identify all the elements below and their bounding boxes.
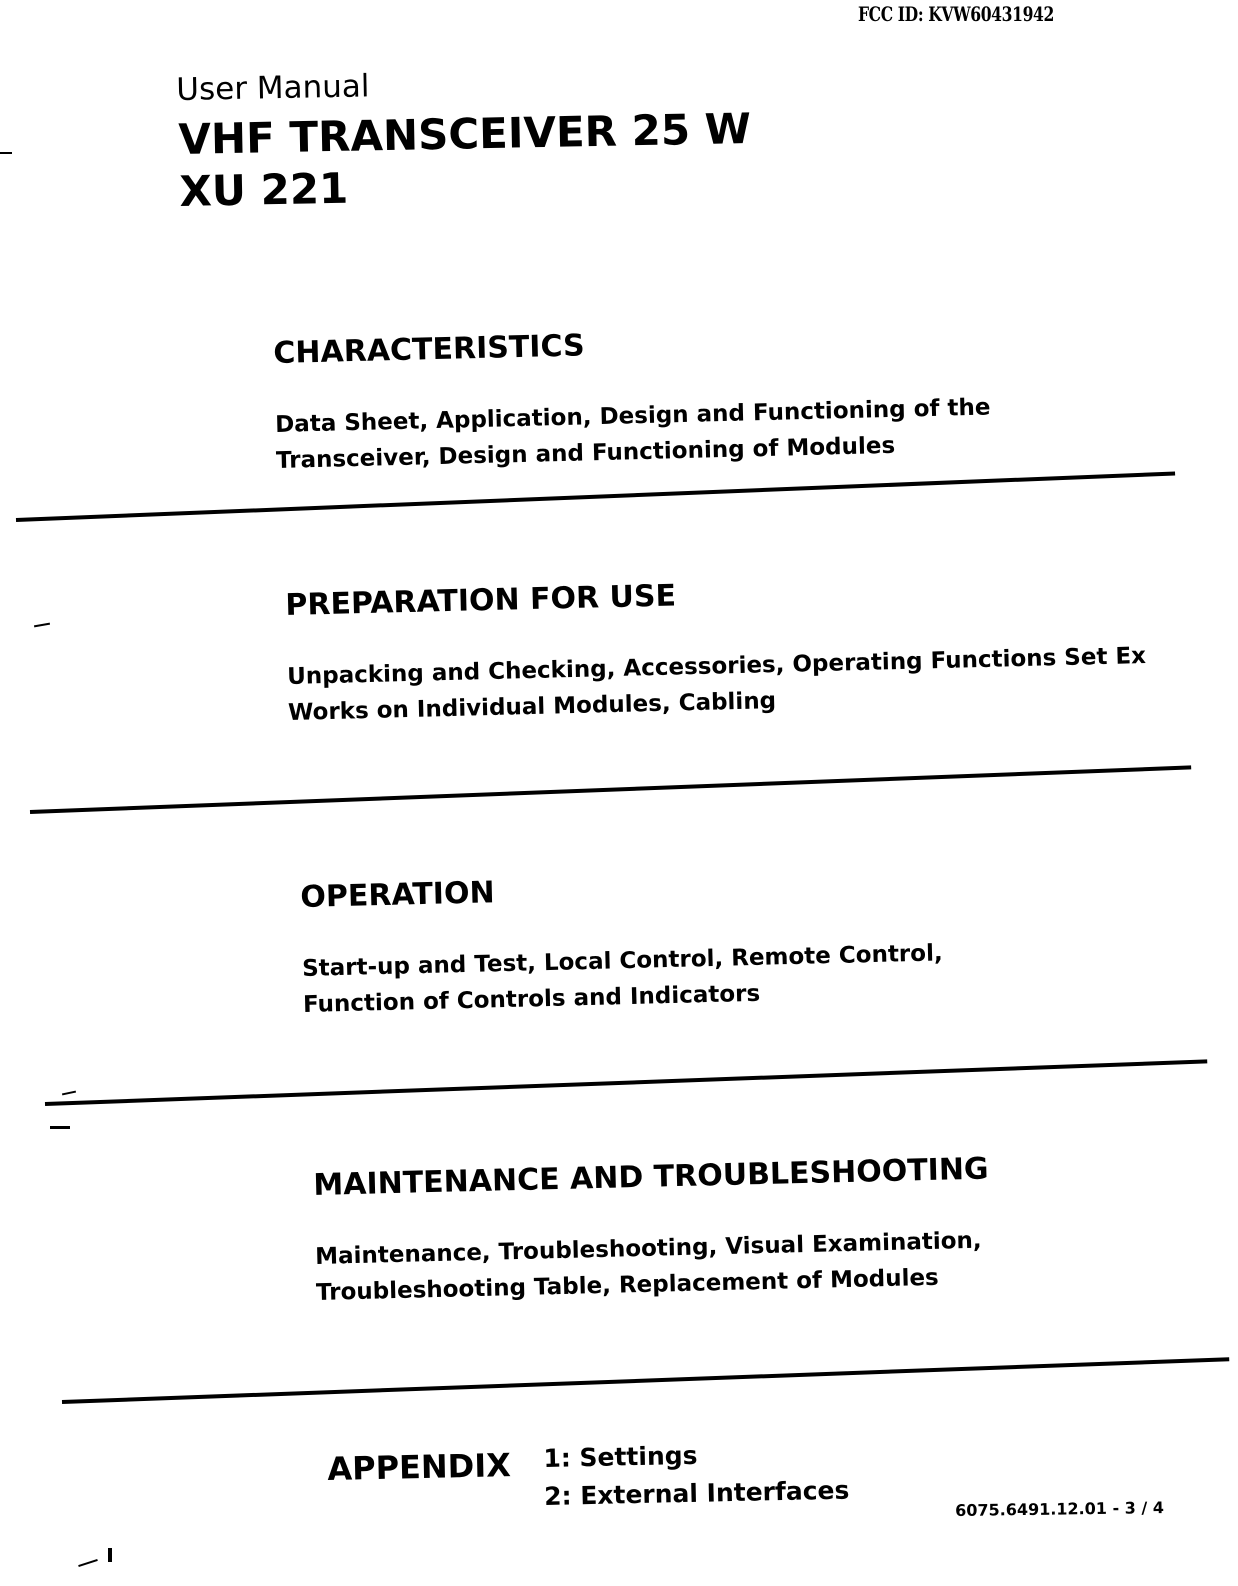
scan-mark: [108, 1548, 112, 1562]
section-description: [287, 638, 1148, 731]
section-characteristics: [273, 319, 992, 479]
fcc-id: FCC ID: KVW60431942: [858, 2, 1054, 26]
scan-mark: [78, 1559, 98, 1567]
description-line: Data Sheet, Application, Design and Functioning of the: [274, 394, 991, 438]
title-line-2: XU 221: [179, 163, 349, 216]
document-title: [178, 103, 752, 218]
section-divider: [62, 1357, 1229, 1404]
description-line: Troubleshooting Table, Replacement of Modules: [315, 1264, 940, 1306]
description-line: Maintenance, Troubleshooting, Visual Examination,: [314, 1227, 982, 1270]
document-number: 6075.6491.12.01 - 3 / 4: [955, 1498, 1165, 1520]
section-heading: OPERATION: [300, 875, 496, 915]
section-divider: [45, 1059, 1207, 1106]
description-line: Unpacking and Checking, Accessories, Operating Functions Set Ex: [286, 642, 1147, 690]
section-description: [275, 389, 992, 478]
section-heading: CHARACTERISTICS: [273, 328, 586, 371]
section-description: [315, 1222, 992, 1310]
description-line: Transceiver, Design and Functioning of Modules: [275, 432, 896, 474]
scan-mark: [50, 1126, 70, 1129]
description-line: Function of Controls and Indicators: [302, 980, 761, 1018]
section-operation: [300, 864, 944, 1023]
section-divider: [30, 765, 1191, 814]
appendix-items: [543, 1434, 850, 1516]
section-description: [302, 935, 944, 1023]
scan-mark: [0, 152, 12, 154]
scan-mark: [34, 623, 50, 628]
title-line-1: VHF TRANSCEIVER 25 W: [178, 104, 752, 164]
description-line: Start-up and Test, Local Control, Remote Control,: [301, 940, 943, 982]
appendix-item: 1: Settings: [543, 1440, 698, 1473]
section-preparation-for-use: [285, 567, 1147, 731]
section-maintenance-and-troubleshooting: [313, 1151, 992, 1310]
appendix-item: 2: External Interfaces: [543, 1475, 850, 1511]
section-heading: MAINTENANCE AND TROUBLESHOOTING: [313, 1151, 989, 1203]
description-line: Works on Individual Modules, Cabling: [287, 688, 777, 726]
appendix-heading: APPENDIX: [327, 1446, 512, 1488]
document-label: User Manual: [176, 68, 370, 108]
section-heading: PREPARATION FOR USE: [285, 578, 677, 623]
scan-mark: [62, 1091, 76, 1096]
section-divider: [16, 471, 1175, 522]
